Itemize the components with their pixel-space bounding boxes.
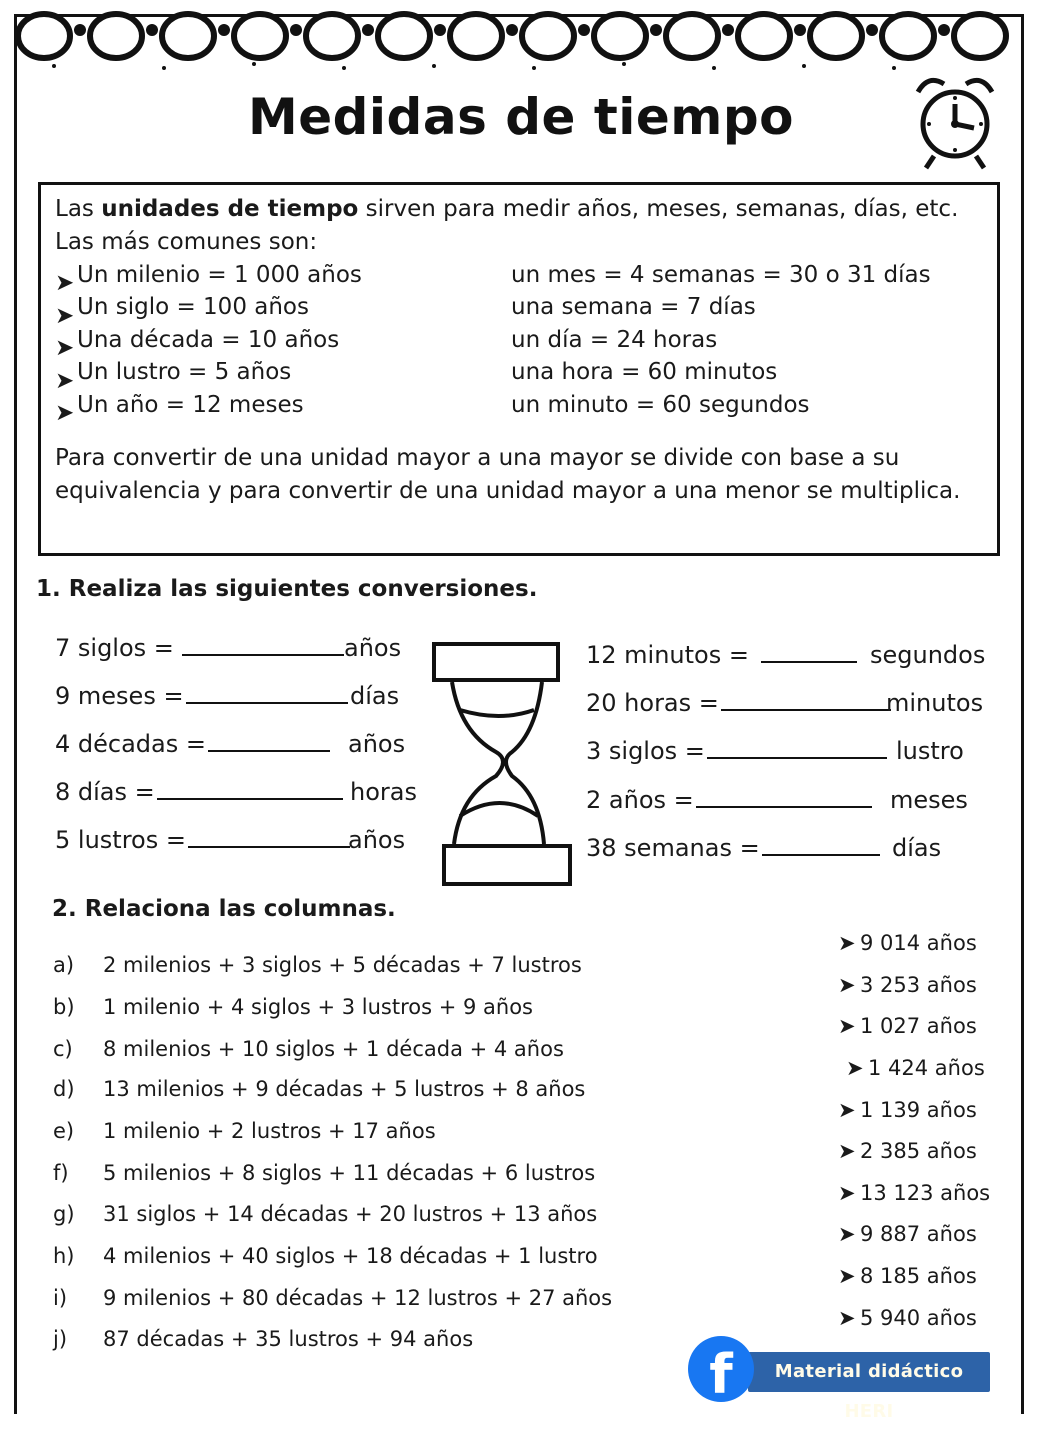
item-letter: c) [53, 1037, 73, 1061]
answer-blank[interactable] [188, 828, 350, 848]
equivalence-text: una semana = 7 días [511, 294, 756, 321]
arrowhead-icon: ➤ [838, 1139, 856, 1163]
conversion-unit: días [892, 834, 942, 862]
relation-item[interactable] [53, 1286, 612, 1310]
arrowhead-icon: ➤ [55, 302, 75, 329]
answer-option[interactable] [838, 1014, 977, 1038]
item-letter: g) [53, 1202, 75, 1226]
page-title: Medidas de tiempo [247, 88, 795, 146]
conversion-unit: horas [350, 778, 417, 806]
question-text: 9 meses = [55, 682, 184, 710]
arrowhead-icon: ➤ [838, 1306, 856, 1330]
conversion-question [55, 730, 330, 758]
conversion-question [586, 641, 857, 669]
equivalence-text: una hora = 60 minutos [511, 359, 778, 386]
equivalence-item [55, 259, 485, 296]
question-text: 7 siglos = [55, 634, 174, 662]
answer-blank[interactable] [721, 691, 891, 711]
relation-item[interactable] [53, 1077, 585, 1101]
arrowhead-icon: ➤ [838, 931, 856, 955]
answer-text: 1 139 años [860, 1098, 977, 1122]
answer-option[interactable] [838, 1306, 977, 1330]
equivalence-item [485, 292, 965, 325]
arrowhead-icon: ➤ [838, 1098, 856, 1122]
item-text: 8 milenios + 10 siglos + 1 década + 4 años [103, 1037, 564, 1061]
equivalence-text: Un milenio = 1 000 años [77, 261, 362, 288]
item-text: 9 milenios + 80 décadas + 12 lustros + 27 años [103, 1286, 613, 1310]
equivalence-text: Una década = 10 años [77, 326, 340, 353]
credit-banner[interactable]: Material didáctico HERI [748, 1352, 990, 1392]
conversion-question [55, 634, 344, 662]
answer-text: 5 940 años [860, 1306, 977, 1330]
answer-blank[interactable] [186, 684, 348, 704]
item-text: 13 milenios + 9 décadas + 5 lustros + 8 años [103, 1077, 586, 1101]
relation-item[interactable] [53, 953, 582, 977]
conversion-question [586, 834, 880, 862]
conversion-unit: segundos [870, 641, 986, 669]
answer-blank[interactable] [157, 780, 343, 800]
conversion-question [586, 786, 872, 814]
item-letter: h) [53, 1244, 75, 1268]
answer-text: 8 185 años [860, 1264, 977, 1288]
conversion-rule: Para convertir de una unidad mayor a una mayor se divide con base a su equivalencia y para convertir de una unidad mayor a una menor se multiplica. [55, 444, 961, 504]
item-text: 2 milenios + 3 siglos + 5 décadas + 7 lustros [103, 953, 582, 977]
arrowhead-icon: ➤ [838, 1222, 856, 1246]
answer-text: 9 014 años [860, 931, 977, 955]
intro-bold: unidades de tiempo [101, 196, 359, 222]
facebook-icon[interactable]: f [688, 1336, 754, 1402]
arrowhead-icon: ➤ [55, 400, 75, 426]
conversion-unit: años [348, 826, 406, 854]
conversion-question [55, 778, 343, 806]
equivalence-item [485, 357, 965, 390]
relation-item[interactable] [53, 1202, 597, 1226]
equivalence-item [55, 324, 485, 361]
answer-blank[interactable] [182, 636, 344, 656]
alarm-clock-icon [900, 64, 1010, 174]
question-text: 2 años = [586, 786, 694, 814]
answer-option[interactable] [838, 973, 977, 997]
equivalence-item [485, 324, 965, 357]
relation-item[interactable] [53, 1161, 595, 1185]
equivalence-text: Un lustro = 5 años [77, 359, 292, 386]
question-text: 8 días = [55, 778, 155, 806]
answer-text: 13 123 años [860, 1181, 991, 1205]
answer-text: 2 385 años [860, 1139, 977, 1163]
hourglass-icon [430, 640, 580, 888]
section2-heading: 2. Relaciona las columnas. [52, 896, 396, 922]
answer-blank[interactable] [208, 732, 330, 752]
item-text: 5 milenios + 8 siglos + 11 décadas + 6 lustros [103, 1161, 596, 1185]
conversion-unit: lustro [896, 737, 964, 765]
conversion-unit: años [344, 634, 402, 662]
relation-item[interactable] [53, 1119, 436, 1143]
question-text: 12 minutos = [586, 641, 749, 669]
intro-text [55, 193, 983, 259]
arrowhead-icon: ➤ [838, 973, 856, 997]
conversion-question [55, 826, 350, 854]
item-text: 1 milenio + 2 lustros + 17 años [103, 1119, 436, 1143]
answer-option[interactable] [838, 1139, 977, 1163]
answer-option[interactable] [838, 1098, 977, 1122]
equivalence-item [485, 259, 965, 292]
answer-text: 1 424 años [868, 1056, 985, 1080]
arrowhead-icon: ➤ [55, 367, 75, 394]
equivalence-item [55, 292, 485, 329]
arrowhead-icon: ➤ [55, 335, 75, 361]
item-text: 1 milenio + 4 siglos + 3 lustros + 9 años [103, 995, 533, 1019]
answer-blank[interactable] [762, 836, 880, 856]
answer-option[interactable] [838, 931, 977, 955]
arrowhead-icon: ➤ [55, 270, 75, 296]
question-text: 5 lustros = [55, 826, 186, 854]
equivalence-text: Un año = 12 meses [77, 391, 304, 418]
relation-item[interactable] [53, 1327, 473, 1351]
equivalence-item [485, 389, 965, 422]
answer-option[interactable] [838, 1264, 977, 1288]
conversion-question [586, 737, 887, 765]
answer-blank[interactable] [707, 739, 887, 759]
question-text: 4 décadas = [55, 730, 206, 758]
equivalence-text: un minuto = 60 segundos [511, 391, 810, 418]
conversion-unit: meses [890, 786, 968, 814]
arrowhead-icon: ➤ [838, 1014, 856, 1038]
conversion-question [586, 689, 891, 717]
item-letter: i) [53, 1286, 68, 1310]
arrowhead-icon: ➤ [846, 1056, 864, 1080]
item-letter: e) [53, 1119, 75, 1143]
conversion-unit: años [348, 730, 406, 758]
question-text: 38 semanas = [586, 834, 760, 862]
answer-blank[interactable] [696, 788, 872, 808]
question-text: 20 horas = [586, 689, 719, 717]
info-box [38, 182, 1000, 556]
item-letter: d) [53, 1077, 75, 1101]
conversion-unit: días [350, 682, 400, 710]
arrowhead-icon: ➤ [838, 1264, 856, 1288]
conversion-unit: minutos [886, 689, 984, 717]
item-letter: j) [53, 1327, 68, 1351]
item-letter: f) [53, 1161, 69, 1185]
relation-item[interactable] [53, 995, 533, 1019]
answer-option[interactable] [838, 1222, 977, 1246]
section1-heading: 1. Realiza las siguientes conversiones. [36, 576, 538, 602]
item-text: 31 siglos + 14 décadas + 20 lustros + 13 años [103, 1202, 598, 1226]
answer-text: 1 027 años [860, 1014, 977, 1038]
equivalence-text: Un siglo = 100 años [77, 294, 309, 321]
answer-option[interactable] [846, 1056, 985, 1080]
item-letter: a) [53, 953, 75, 977]
item-text: 4 milenios + 40 siglos + 18 décadas + 1 lustro [103, 1244, 598, 1268]
item-text: 87 décadas + 35 lustros + 94 años [103, 1327, 474, 1351]
relation-item[interactable] [53, 1244, 598, 1268]
arrowhead-icon: ➤ [838, 1181, 856, 1205]
equivalence-item [55, 357, 485, 394]
equivalence-text: un día = 24 horas [511, 326, 718, 353]
conversion-question [55, 682, 348, 710]
relation-item[interactable] [53, 1037, 564, 1061]
answer-option[interactable] [838, 1181, 990, 1205]
question-text: 3 siglos = [586, 737, 705, 765]
answer-text: 9 887 años [860, 1222, 977, 1246]
equivalence-item [55, 389, 485, 426]
intro-prefix: Las [55, 196, 102, 222]
equivalences-list [55, 259, 983, 426]
equivalence-text: un mes = 4 semanas = 30 o 31 días [511, 261, 931, 288]
intro-suffix: sirven para medir años, meses, semanas, días, etc. Las más comunes son: [55, 196, 959, 255]
answer-blank[interactable] [761, 643, 857, 663]
answer-text: 3 253 años [860, 973, 977, 997]
item-letter: b) [53, 995, 75, 1019]
